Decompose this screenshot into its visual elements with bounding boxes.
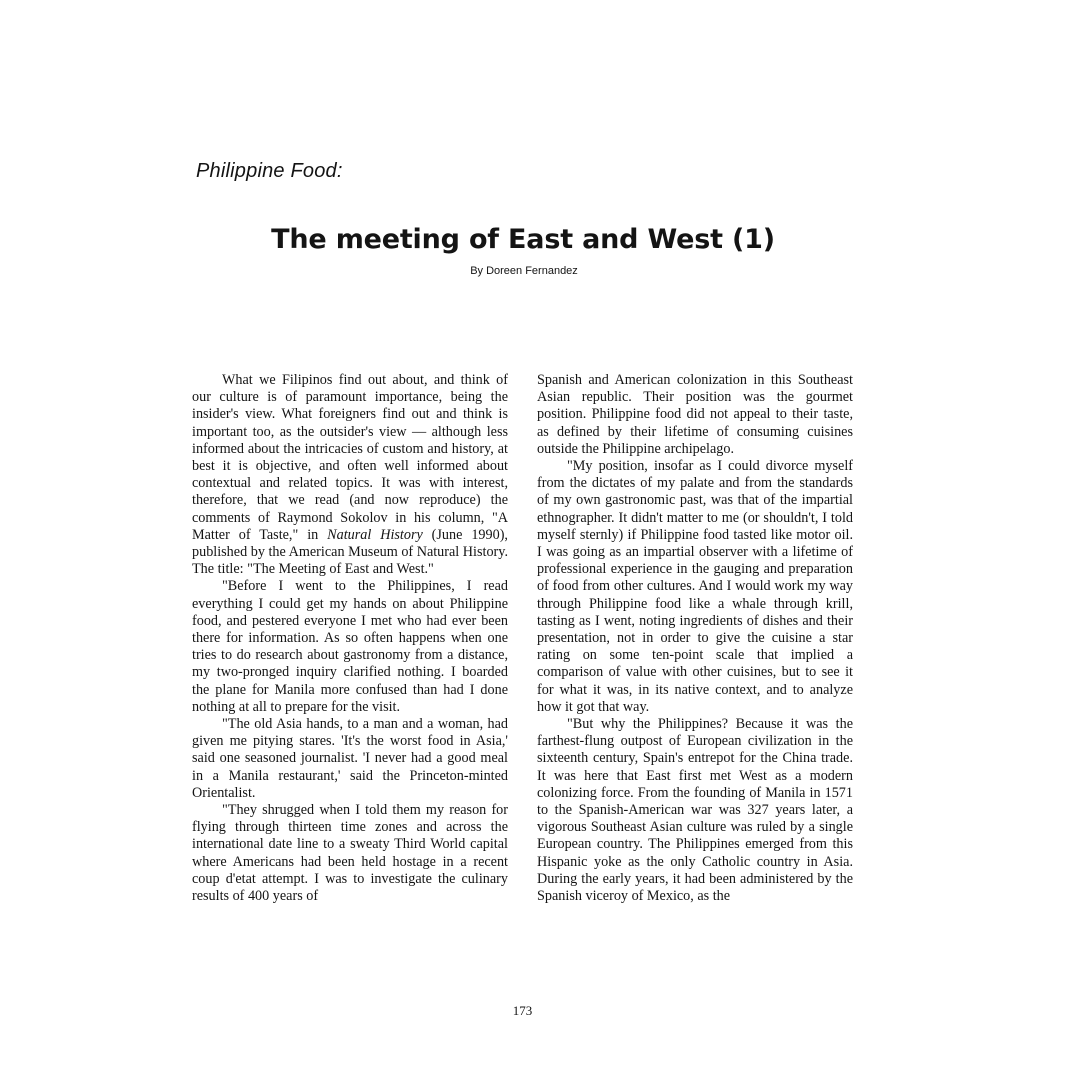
body-text: What we Filipinos find out about, and think of our culture is of paramount importance, being the insider's view. What foreigners find out and think is important too, as the outsider's view — although less informed about the intricacies of custom and history, at best it is objective, and often well informed about contextual and related topics. It was with interest, therefore, that we read (and now reproduce) the comments of Raymond Sokolov in his column, "A Matter of Taste," in	[192, 372, 508, 543]
page-number: 173	[512, 1003, 533, 1018]
article-byline: By Doreen Fernandez	[470, 265, 578, 277]
article-kicker: Philippine Food:	[196, 160, 343, 182]
body-paragraph: Spanish and American colonization in this Southeast Asian republic. Their position was the gourmet position. Philippine food did not appeal to their taste, as defined by their lifetime of consuming cuisines outside the Philippine archipelago.	[537, 372, 853, 457]
body-paragraph: "The old Asia hands, to a man and a woman, had given me pitying stares. 'It's the worst food in Asia,' said one seasoned journalist. 'I never had a good meal in a Manila restaurant,' said the Princeton-minted Orientalist.	[192, 716, 508, 801]
body-paragraph	[192, 372, 508, 578]
body-paragraph: "Before I went to the Philippines, I read everything I could get my hands on about Philippine food, and pestered everyone I met who had ever been there for information. As so often happens when one tries to do research about gastronomy from a distance, my two-pronged inquiry clarified nothing. I boarded the plane for Manila more confused than had I done nothing at all to prepare for the visit.	[192, 578, 508, 715]
left-column	[192, 372, 508, 905]
body-text: (June 1990), published by the American Museum of Natural History. The title: "The Meeting of East and West."	[192, 526, 508, 578]
body-paragraph: "They shrugged when I told them my reason for flying through thirteen time zones and across the international date line to a sweaty Third World capital where Americans had been held hostage in a recent coup d'etat attempt. I was to investigate the culinary results of 400 years of	[192, 802, 508, 905]
publication-title: Natural History	[327, 526, 423, 543]
body-paragraph: "My position, insofar as I could divorce myself from the dictates of my palate and from the standards of my own gastronomic past, was that of the impartial ethnographer. It didn't matter to me (or shouldn't, I told myself sternly) if Philippine food tasted like motor oil. I was going as an impartial observer with a lifetime of professional experience in the gauging and preparation of food from other cultures. And I would work my way through Philippine food like a whale through krill, tasting as I went, noting ingredients of dishes and their presentation, not in order to give the cuisine a star rating on some ten-point scale that implied a comparison of value with other cuisines, but to see it for what it was, in its native context, and to analyze how it got that way.	[537, 458, 853, 715]
article-title: The meeting of East and West (1)	[271, 224, 775, 255]
body-paragraph: "But why the Philippines? Because it was the farthest-flung outpost of European civilization in the sixteenth century, Spain's entrepot for the China trade. It was here that East first met West as a modern colonizing force. From the founding of Manila in 1571 to the Spanish-American war was 327 years later, a vigorous Southeast Asian culture was ruled by a single European country. The Philippines emerged from this Hispanic yoke as the only Catholic country in Asia. During the early years, it had been administered by the Spanish viceroy of Mexico, as the	[537, 716, 853, 905]
right-column	[537, 372, 853, 905]
